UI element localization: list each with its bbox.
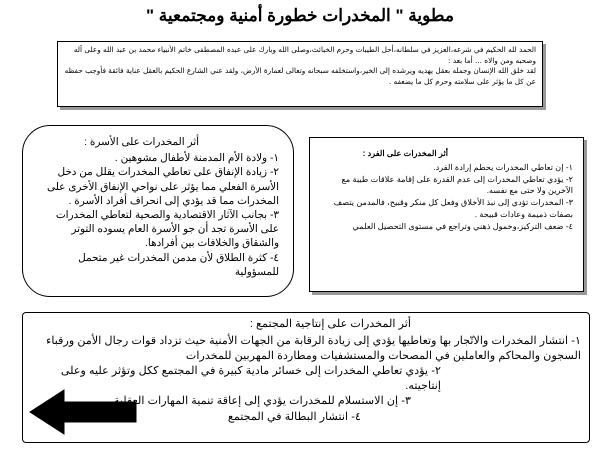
individual-effects-box [309,137,584,292]
intro-paragraph-2: لقد خلق الله الإنسان وجمله بعقل يهديه ويرشده إلى الخير،واستخلفه سبحانه وتعالى لعمارة الأرض، ولقد عني الشارع الحكيم بالعقل عناية فائقة فأوجب حفظه عن كل ما يؤثر على سلامته وحرم كل ما يضعفه . [64,66,536,86]
individual-effects-list [318,162,573,233]
list-item: ١- انتشار المخدرات والاتّجار بها وتعاطيها يؤدي إلى زيادة الرقابة من الجهات الأمنية حيث تزداد قوات رجال الأمن ورقباء السجون والمحاكم والعاملين في المصحات والمستشفيات ومطاردة المهربين للمخدرات [46,335,581,363]
list-item: ٢- يؤدي تعاطي المخدرات إلى خسائر مادية كبيرة في المجتمع ككل وتؤثر عليه وعلى إنتاجيته. [60,365,441,393]
list-item: ٣- المخدرات تؤدي إلى نبذ الأخلاق وفعل كل منكر وقبيح، فالمدمن يتصف بصفات ذميمة وعادات قبيحة . [333,198,573,219]
list-item: ١- ولادة الأم المدمنة لأطفال مشوهين . [114,153,279,165]
family-effects-list [35,152,279,280]
list-item: ٣- بجانب الآثار الاقتصادية والصحية لتعاطي المخدرات على الأسرة تجد أن جو الأسرة العام يسوده التوتر والشقاق والخلافات بين أفرادها. [55,210,279,250]
list-item: ٤- ضعف التركيز،وخمول ذهني وتراجع في مستوى التحصيل العلمي [352,221,573,231]
intro-box [57,41,543,107]
community-effects-heading: أثر المخدرات على إنتاجية المجتمع : [249,318,411,330]
list-item: ١- إن تعاطي المخدرات يحطم إرادة الفرد. [433,162,573,172]
list-item: ٤- انتشار البطالة في المجتمع [227,410,361,423]
left-arrow-shape [30,390,136,434]
list-item: ٣- إن الاستسلام للمخدرات يؤدي إلى إعاقة تنمية المهارات العقلية [113,395,411,408]
family-effects-box [22,125,294,297]
page-title: مطوية " المخدرات خطورة أمنية ومجتمعية " [146,6,454,25]
family-effects-heading: أثر المخدرات على الأسرة : [84,137,199,148]
list-item: ٢- يؤدي تعاطي المخدرات إلى عدم القدرة على إقامة علاقات طيبة مع الآخرين ولا حتى مع نفسه. [341,174,573,196]
list-item: ٢- زيادة الإنفاق على تعاطي المخدرات يقلل من دخل الأسرة الفعلي مما يؤثر على نواحي الإنفاق الأخرى على المخدرات مما قد يؤدي إلى انحراف أفراد الأسرة . [47,167,279,207]
intro-paragraph-1: الحمد لله الحكيم في شرعه،العزيز في سلطانه،أحل الطيبات وحرم الخبائث،وصلى الله وبارك على عبده المصطفى خاتم الأنبياء محمد بن عبد الله وعلى آله وصحبه ومن والاه ... أما بعد : [73,45,536,65]
list-item: ٤- كثرة الطلاق لأن مدمن المخدرات غير متحمل للمسؤولية [78,252,279,278]
left-arrow-icon [28,388,138,436]
individual-effects-heading: أثر المخدرات على الفرد : [362,149,448,158]
